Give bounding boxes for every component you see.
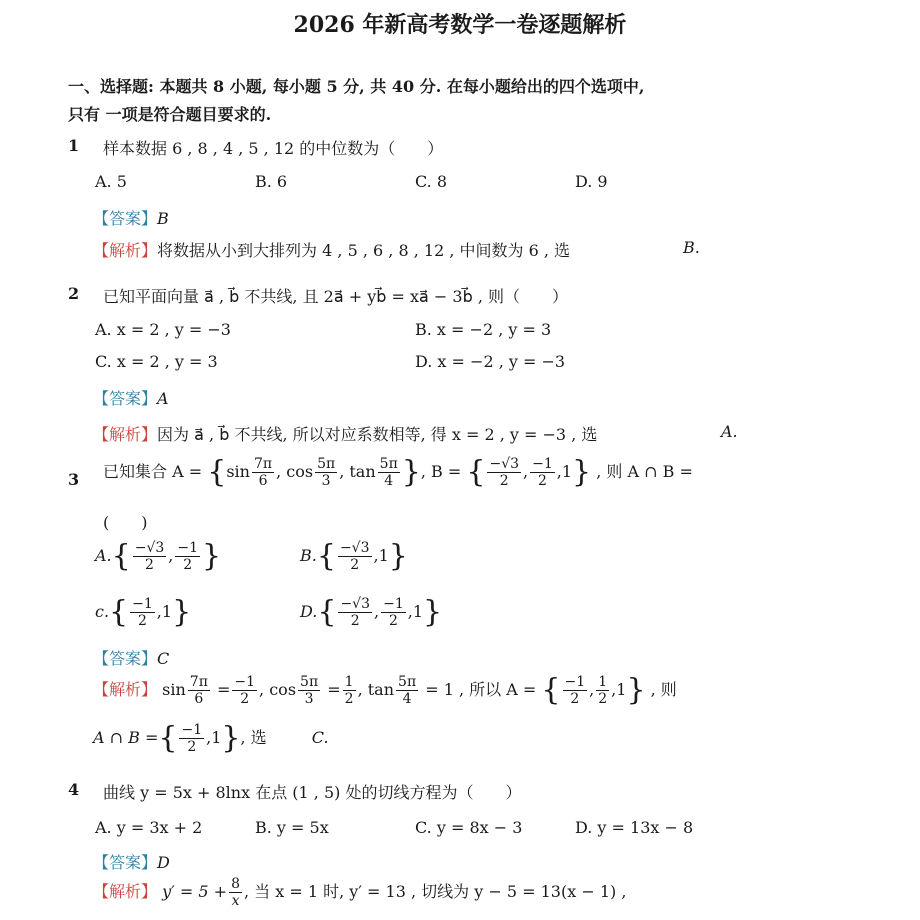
- question-3-option-b: B.{ $\frac{-√3}{2}$ ,1}: [300, 538, 408, 574]
- question-3-answer: 【答案】C: [93, 649, 170, 668]
- question-3-solution: 【解析】 sin $\frac{7\pi}{6}$ = $\frac{-1}{2}$ , cos $\frac{5\pi}{3}$ = $\frac{1}{2}$ , tan $\frac{5\pi}{4}$ = 1 , 所以 A = { $\frac{-1}{2}$ , $\frac{1}{2}$ ,1} , 则: [93, 672, 677, 708]
- question-1-number: 1: [68, 136, 80, 155]
- question-4-solution: 【解析】 y′ = 5 + $\frac{8}{x}$ , 当 x = 1 时, y′ = 13 , 切线为 y − 5 = 13(x − 1) ,: [93, 876, 627, 910]
- question-1-stem: 样本数据 6 , 8 , 4 , 5 , 12 的中位数为（ ）: [103, 139, 444, 158]
- question-3-option-c: c.{ $\frac{-1}{2}$ ,1}: [95, 594, 192, 630]
- question-2-answer: 【答案】A: [93, 389, 169, 408]
- section-intro-line2: 只有 一项是符合题目要求的.: [68, 105, 272, 124]
- question-3-solution-line2: A ∩ B ={ $\frac{-1}{2}$ ,1}, 选 C.: [93, 720, 329, 756]
- question-1-option-b: B. 6: [255, 172, 288, 191]
- question-1-option-a: A. 5: [95, 172, 127, 191]
- question-4-stem: 曲线 y = 5x + 8lnx 在点 (1 , 5) 处的切线方程为（ ）: [103, 783, 522, 802]
- question-2-option-a: A. x = 2 , y = −3: [95, 320, 231, 339]
- question-2-option-b: B. x = −2 , y = 3: [415, 320, 552, 339]
- question-3-option-a: A.{ $\frac{-√3}{2}$ , $\frac{-1}{2}$ }: [95, 538, 222, 574]
- question-4-option-a: A. y = 3x + 2: [95, 818, 203, 837]
- section-intro-line1: 一、选择题: 本题共 8 小题, 每小题 5 分, 共 40 分. 在每小题给出的四个选项中,: [68, 77, 645, 96]
- question-2-option-d: D. x = −2 , y = −3: [415, 352, 566, 371]
- question-2-option-c: C. x = 2 , y = 3: [95, 352, 218, 371]
- question-1-solution-choice: B.: [683, 238, 700, 257]
- question-4-number: 4: [68, 780, 80, 799]
- question-1-answer: 【答案】B: [93, 209, 169, 228]
- question-2-stem: 已知平面向量 a⃗ , b⃗ 不共线, 且 2a⃗ + yb⃗ = xa⃗ − 3b⃗ , 则（ ）: [103, 287, 568, 306]
- question-4-option-b: B. y = 5x: [255, 818, 329, 837]
- question-3-stem: 已知集合 A = {sin $\frac{7\pi}{6}$ , cos $\frac{5\pi}{3}$ , tan $\frac{5\pi}{4}$ }, B = { $\frac{-√3}{2}$ , $\frac{-1}{2}$ ,1} , 则 A ∩ B =: [103, 454, 693, 490]
- question-3-number: 3: [68, 470, 80, 489]
- question-2-solution-choice: A.: [721, 422, 738, 441]
- page-title: 2026 年新高考数学一卷逐题解析: [293, 12, 627, 38]
- question-1-option-d: D. 9: [575, 172, 608, 191]
- question-3-blank: ( ): [103, 513, 148, 532]
- question-4-answer: 【答案】D: [93, 853, 170, 872]
- question-2-number: 2: [68, 284, 80, 303]
- question-1-option-c: C. 8: [415, 172, 448, 191]
- question-2-solution: 【解析】因为 a⃗ , b⃗ 不共线, 所以对应系数相等, 得 x = 2 , y = −3 , 选: [93, 425, 598, 444]
- question-4-option-c: C. y = 8x − 3: [415, 818, 523, 837]
- question-4-option-d: D. y = 13x − 8: [575, 818, 694, 837]
- question-1-solution: 【解析】将数据从小到大排列为 4 , 5 , 6 , 8 , 12 , 中间数为 6 , 选: [93, 241, 571, 260]
- question-3-option-d: D.{ $\frac{-√3}{2}$ , $\frac{-1}{2}$ ,1}: [300, 594, 443, 630]
